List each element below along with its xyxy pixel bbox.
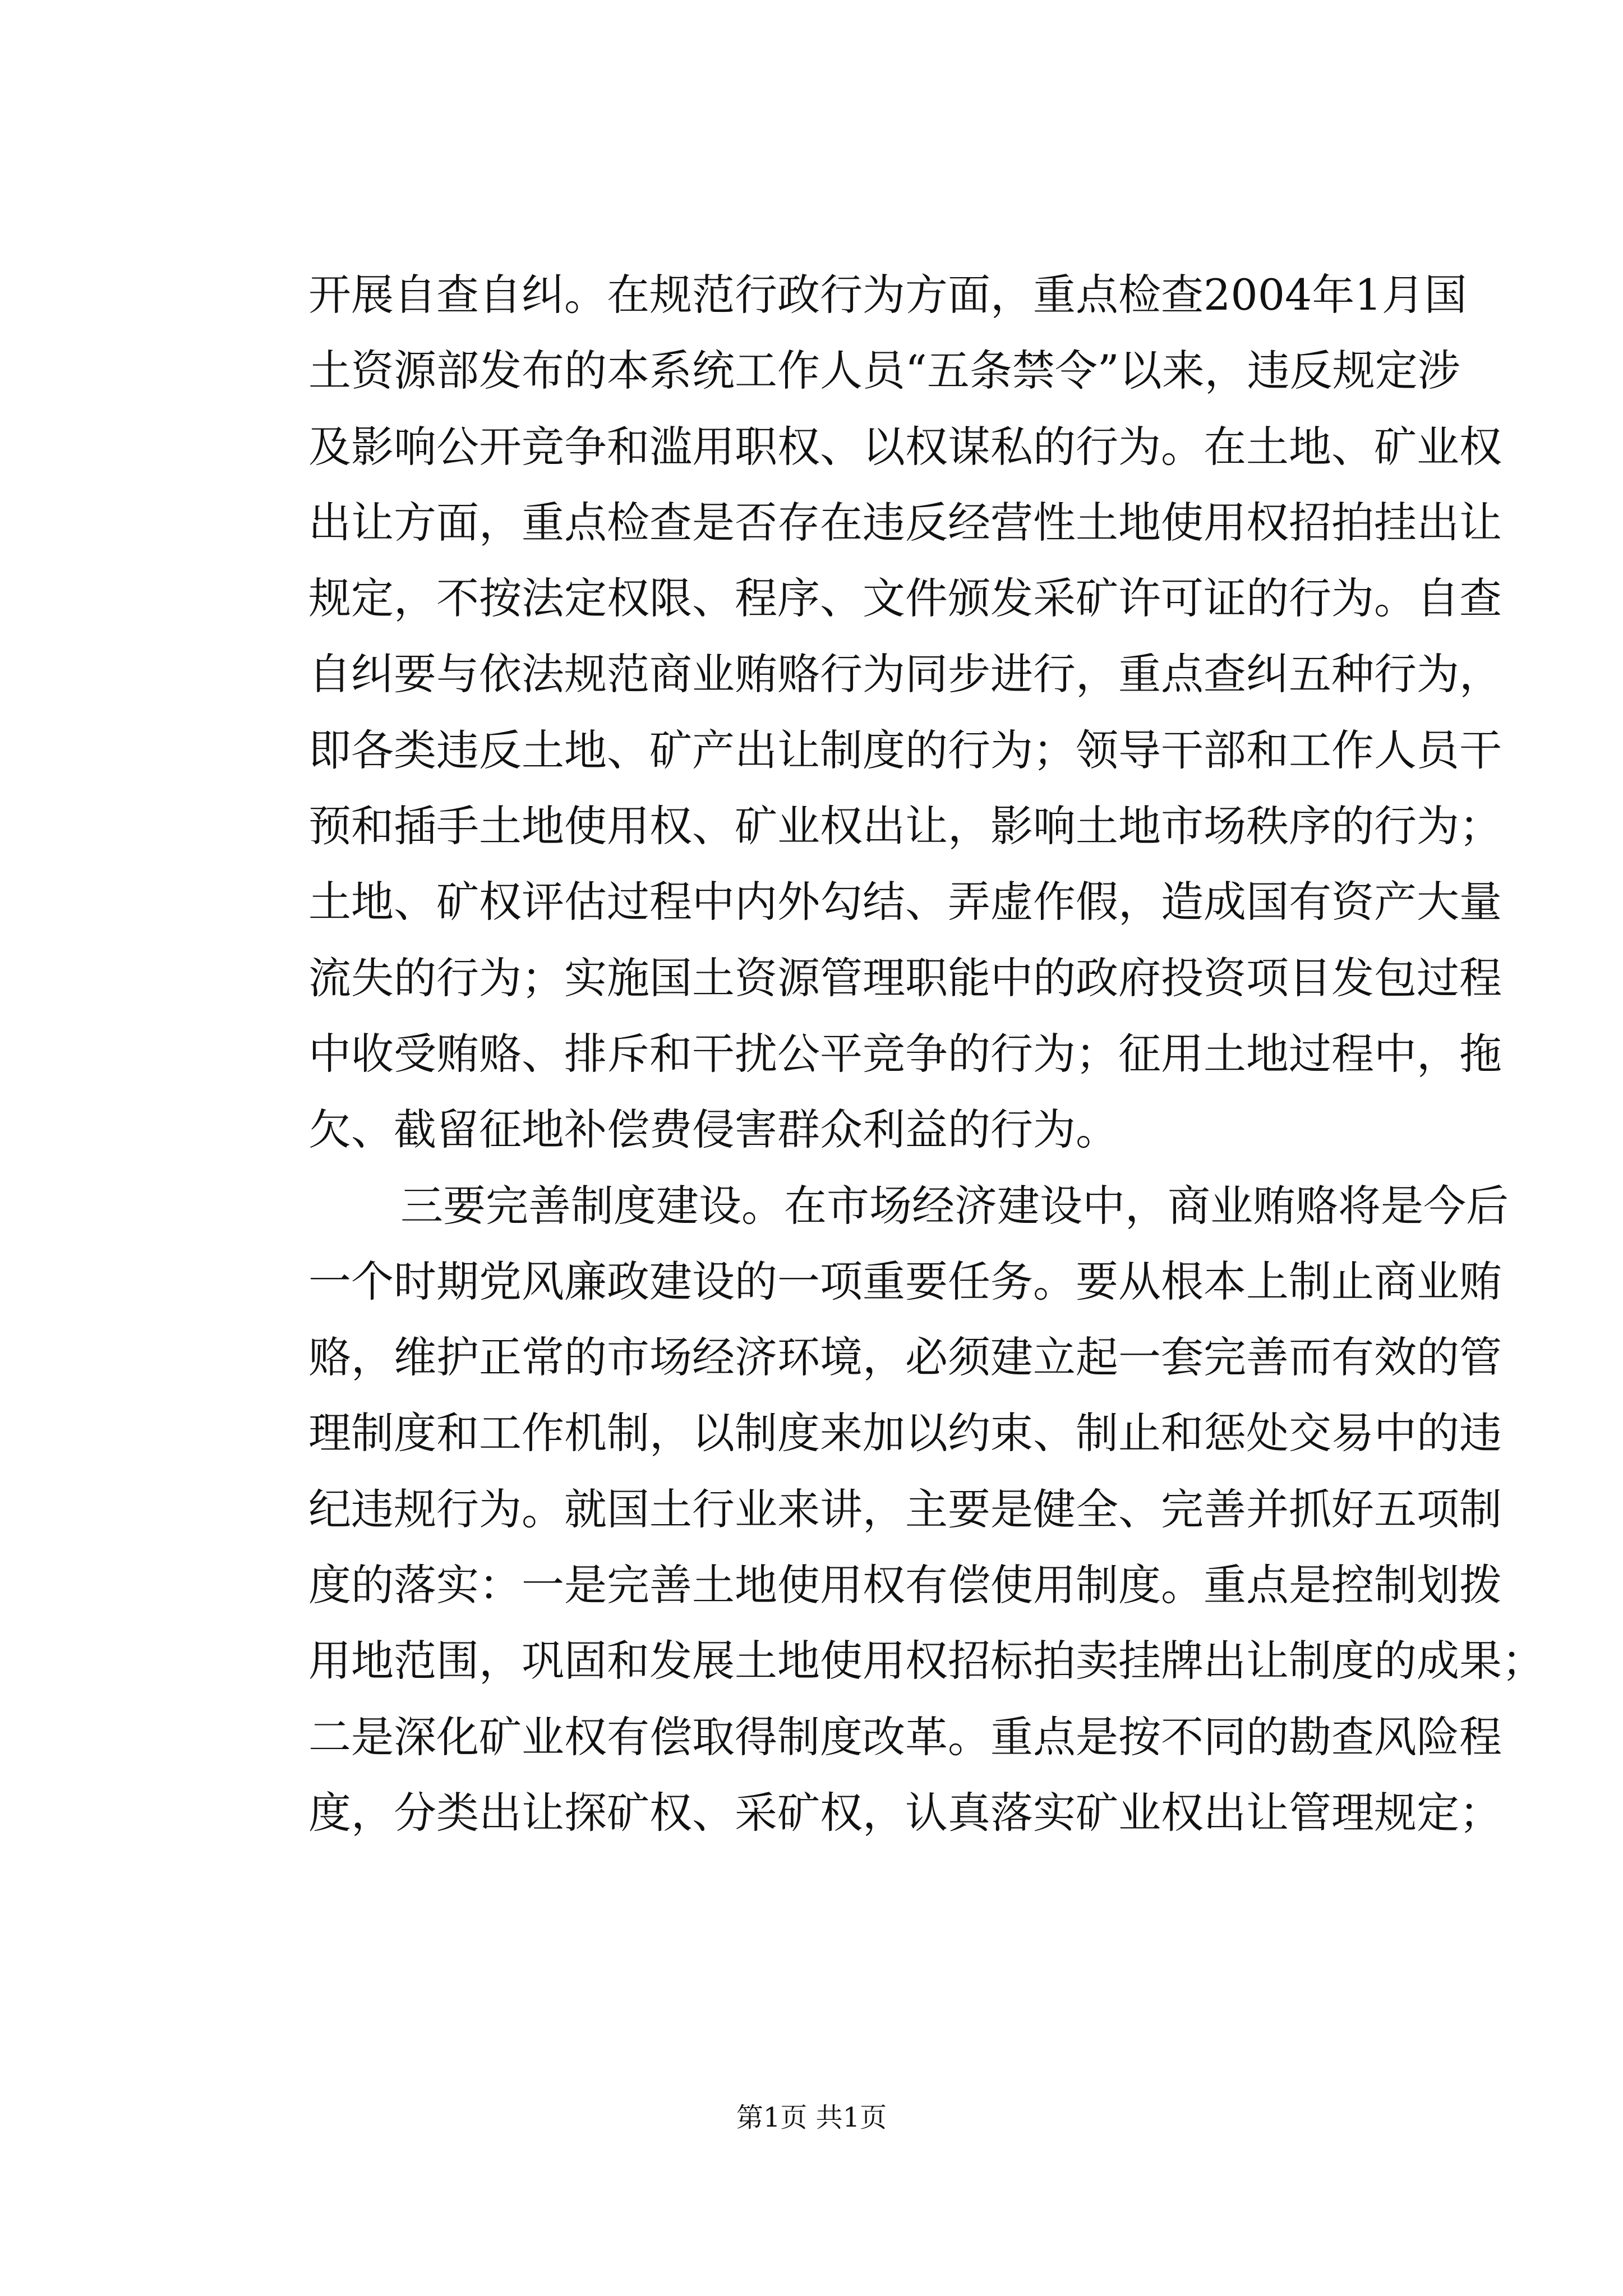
- text-line: 自纠要与依法规范商业贿赂行为同步进行，重点查纠五种行为，: [308, 649, 1502, 700]
- text-line: 用地范围，巩固和发展土地使用权招标拍卖挂牌出让制度的成果；: [308, 1636, 1544, 1686]
- text-line: 土资源部发布的本系统工作人员“五条禁令”以来，违反规定涉: [308, 346, 1460, 396]
- text-line: 出让方面，重点检查是否存在违反经营性土地使用权招拍挂出让: [308, 497, 1502, 547]
- paragraph-1: [308, 257, 1502, 1168]
- text-line: 三要完善制度建设。在市场经济建设中，商业贿赂将是今后: [400, 1180, 1509, 1231]
- text-line: 预和插手土地使用权、矿业权出让，影响土地市场秩序的行为；: [308, 801, 1502, 852]
- text-line: 中收受贿赂、排斥和干扰公平竞争的行为；征用土地过程中，拖: [308, 1028, 1502, 1079]
- text-line: 度，分类出让探矿权、采矿权，认真落实矿业权出让管理规定；: [308, 1787, 1502, 1838]
- paragraph-2: [308, 1168, 1544, 1851]
- text-line: 规定，不按法定权限、程序、文件颁发采矿许可证的行为。自查: [308, 573, 1502, 624]
- text-line: 一个时期党风廉政建设的一项重要任务。要从根本上制止商业贿: [308, 1256, 1502, 1306]
- text-line: 欠、截留征地补偿费侵害群众利益的行为。: [308, 1105, 1118, 1155]
- page-footer: 第1页 共1页: [736, 2102, 887, 2133]
- text-line: 理制度和工作机制，以制度来加以约束、制止和惩处交易中的违: [308, 1408, 1502, 1458]
- text-line: 土地、矿权评估过程中内外勾结、弄虚作假，造成国有资产大量: [308, 877, 1502, 927]
- body-text: [308, 257, 1544, 1851]
- text-line: 即各类违反土地、矿产出让制度的行为；领导干部和工作人员干: [308, 725, 1502, 775]
- text-line: 流失的行为；实施国土资源管理职能中的政府投资项目发包过程: [308, 953, 1502, 1003]
- text-line: 开展自查自纠。在规范行政行为方面，重点检查2004年1月国: [308, 270, 1467, 320]
- text-line: 度的落实：一是完善土地使用权有偿使用制度。重点是控制划拨: [308, 1560, 1502, 1611]
- text-line: 赂，维护正常的市场经济环境，必须建立起一套完善而有效的管: [308, 1332, 1502, 1383]
- text-line: 及影响公开竞争和滥用职权、以权谋私的行为。在土地、矿业权: [308, 421, 1502, 472]
- text-line: 二是深化矿业权有偿取得制度改革。重点是按不同的勘查风险程: [308, 1711, 1502, 1762]
- text-line: 纪违规行为。就国土行业来讲，主要是健全、完善并抓好五项制: [308, 1484, 1502, 1534]
